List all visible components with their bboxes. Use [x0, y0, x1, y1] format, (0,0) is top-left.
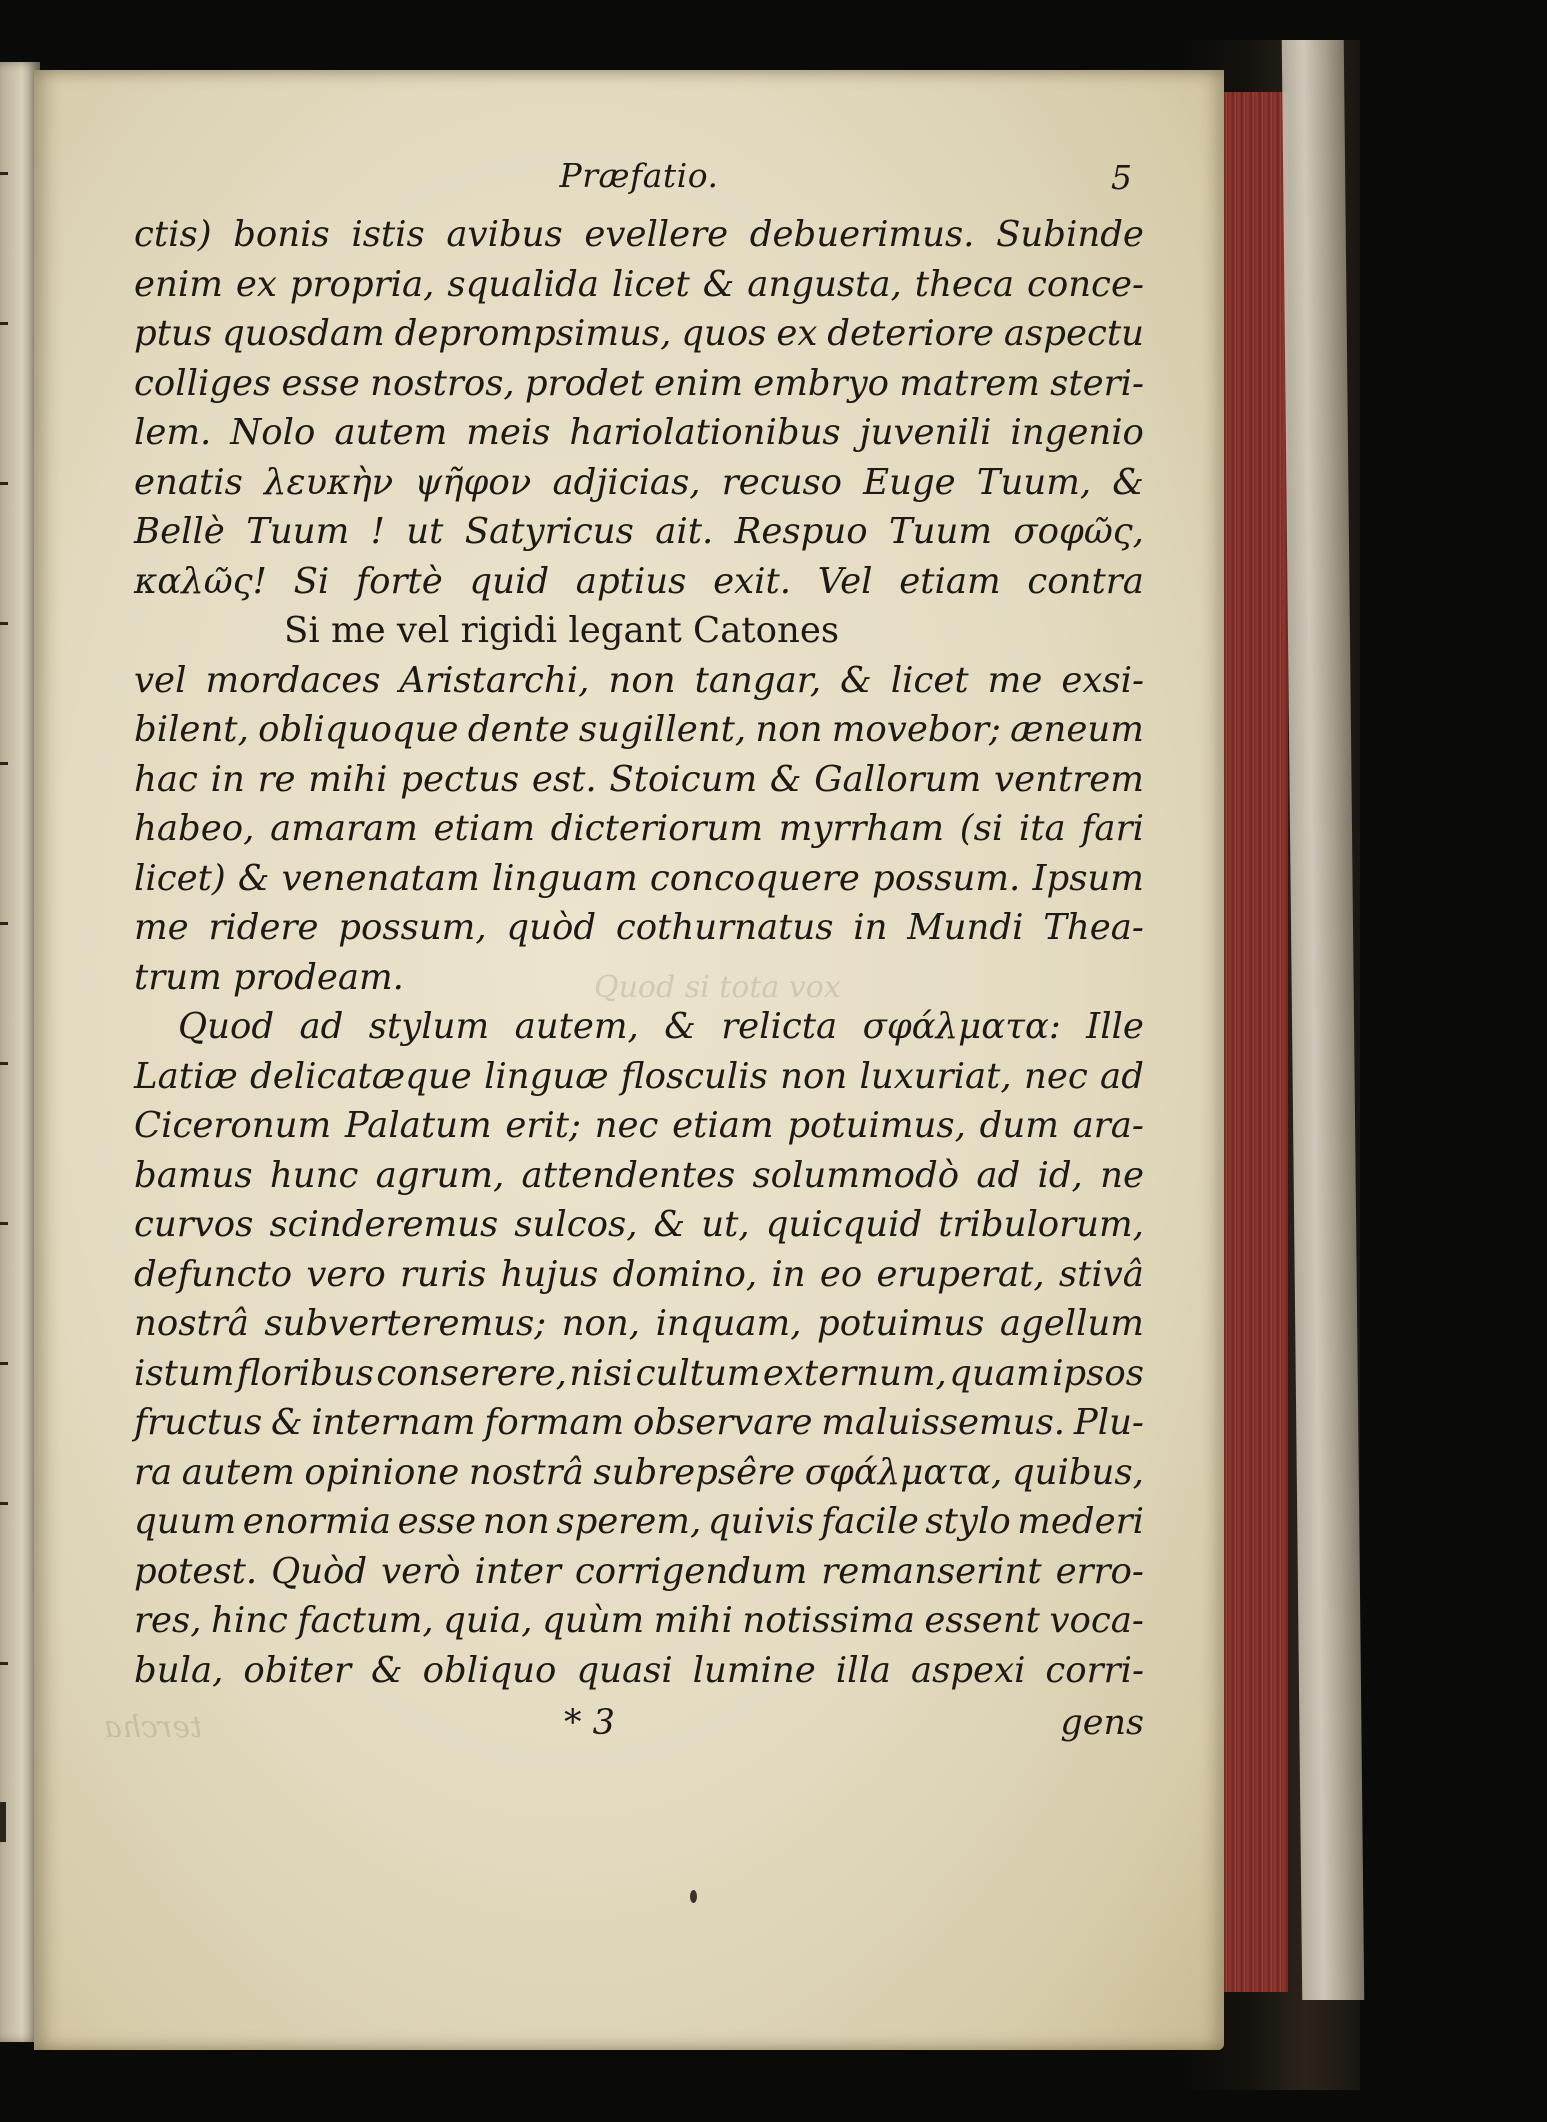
- text-line: Bellè Tuum ! ut Satyricus ait. Respuo Tuum σοφῶς,: [134, 511, 1144, 552]
- text-line: res, hinc factum, quia, quùm mihi notissima essent voca-: [134, 1600, 1144, 1641]
- running-head-title: Præfatio.: [559, 156, 719, 195]
- text-line: me ridere possum, quòd cothurnatus in Mundi Thea-: [134, 907, 1144, 948]
- text-line: habeo, amaram etiam dicteriorum myrrham (si ita fari: [134, 808, 1144, 849]
- bleed-through-text: tercha: [104, 1710, 203, 1745]
- text-line: hac in re mihi pectus est. Stoicum & Gallorum ventrem: [134, 758, 1144, 800]
- text-line: defuncto vero ruris hujus domino, in eo eruperat, stivâ: [134, 1253, 1144, 1295]
- text-line: curvos scinderemus sulcos, & ut, quicquid tribulorum,: [134, 1204, 1144, 1245]
- text-line: fructus & internam formam observare maluissemus. Plu-: [134, 1402, 1144, 1443]
- text-line: trum prodeam.: [134, 956, 404, 998]
- text-line: bamus hunc agrum, attendentes solummodò ad id, ne: [134, 1154, 1144, 1196]
- text-line: potest. Quòd verò inter corrigendum remanserint erro-: [134, 1550, 1144, 1592]
- verse-quotation-line: Si me vel rigidi legant Catones: [284, 610, 840, 651]
- text-line: lem. Nolo autem meis hariolationibus juvenili ingenio: [134, 412, 1144, 453]
- text-line: istum floribus conserere, nisi cultum externum, quam ipsos: [134, 1352, 1144, 1394]
- text-line: ctis) bonis istis avibus evellere debuerimus. Subinde: [134, 214, 1144, 255]
- text-line: Ciceronum Palatum erit; nec etiam potuimus, dum ara-: [134, 1105, 1144, 1146]
- text-line: colliges esse nostros, prodet enim embryo matrem steri-: [134, 362, 1144, 404]
- text-line: Latiæ delicatæque linguæ flosculis non luxuriat, nec ad: [134, 1055, 1144, 1097]
- text-line: καλῶς! Si fortè quid aptius exit. Vel etiam contra: [134, 560, 1144, 602]
- text-line: ra autem opinione nostrâ subrepsêre σφάλματα, quibus,: [134, 1451, 1144, 1493]
- bleed-through-text: Quod si tota vox: [594, 970, 841, 1005]
- text-line: bula, obiter & obliquo quasi lumine illa aspexi corri-: [134, 1649, 1144, 1691]
- page-5: [34, 70, 1224, 2050]
- page-edges-stack: [1218, 92, 1288, 1992]
- text-line: bilent, obliquoque dente sugillent, non movebor; æneum: [134, 709, 1144, 750]
- running-head: [134, 150, 1144, 210]
- text-line: quum enormia esse non sperem, quivis facile stylo mederi: [134, 1501, 1144, 1542]
- text-line: vel mordaces Aristarchi, non tangar, & licet me exsi-: [134, 659, 1144, 701]
- signature-mark: * 3: [564, 1703, 615, 1743]
- page-footer: [134, 1695, 1144, 1755]
- text-line: nostrâ subverteremus; non, inquam, potuimus agellum: [134, 1303, 1144, 1344]
- paragraph-start-line: Quod ad stylum autem, & relicta σφάλματα: Ille: [178, 1006, 1144, 1047]
- text-line: enim ex propria, squalida licet & angusta, theca conce-: [134, 263, 1144, 305]
- text-line: ptus quosdam deprompsimus, quos ex deteriore aspectu: [134, 313, 1144, 354]
- page-number: 5: [1111, 158, 1132, 197]
- text-block: [134, 150, 1144, 1755]
- catchword: gens: [1060, 1703, 1144, 1743]
- text-line: enatis λευκὴν ψῆφον adjicias, recuso Euge Tuum, &: [134, 461, 1144, 503]
- ink-spot: [690, 1890, 697, 1903]
- text-line: licet) & venenatam linguam concoquere possum. Ipsum: [134, 857, 1144, 899]
